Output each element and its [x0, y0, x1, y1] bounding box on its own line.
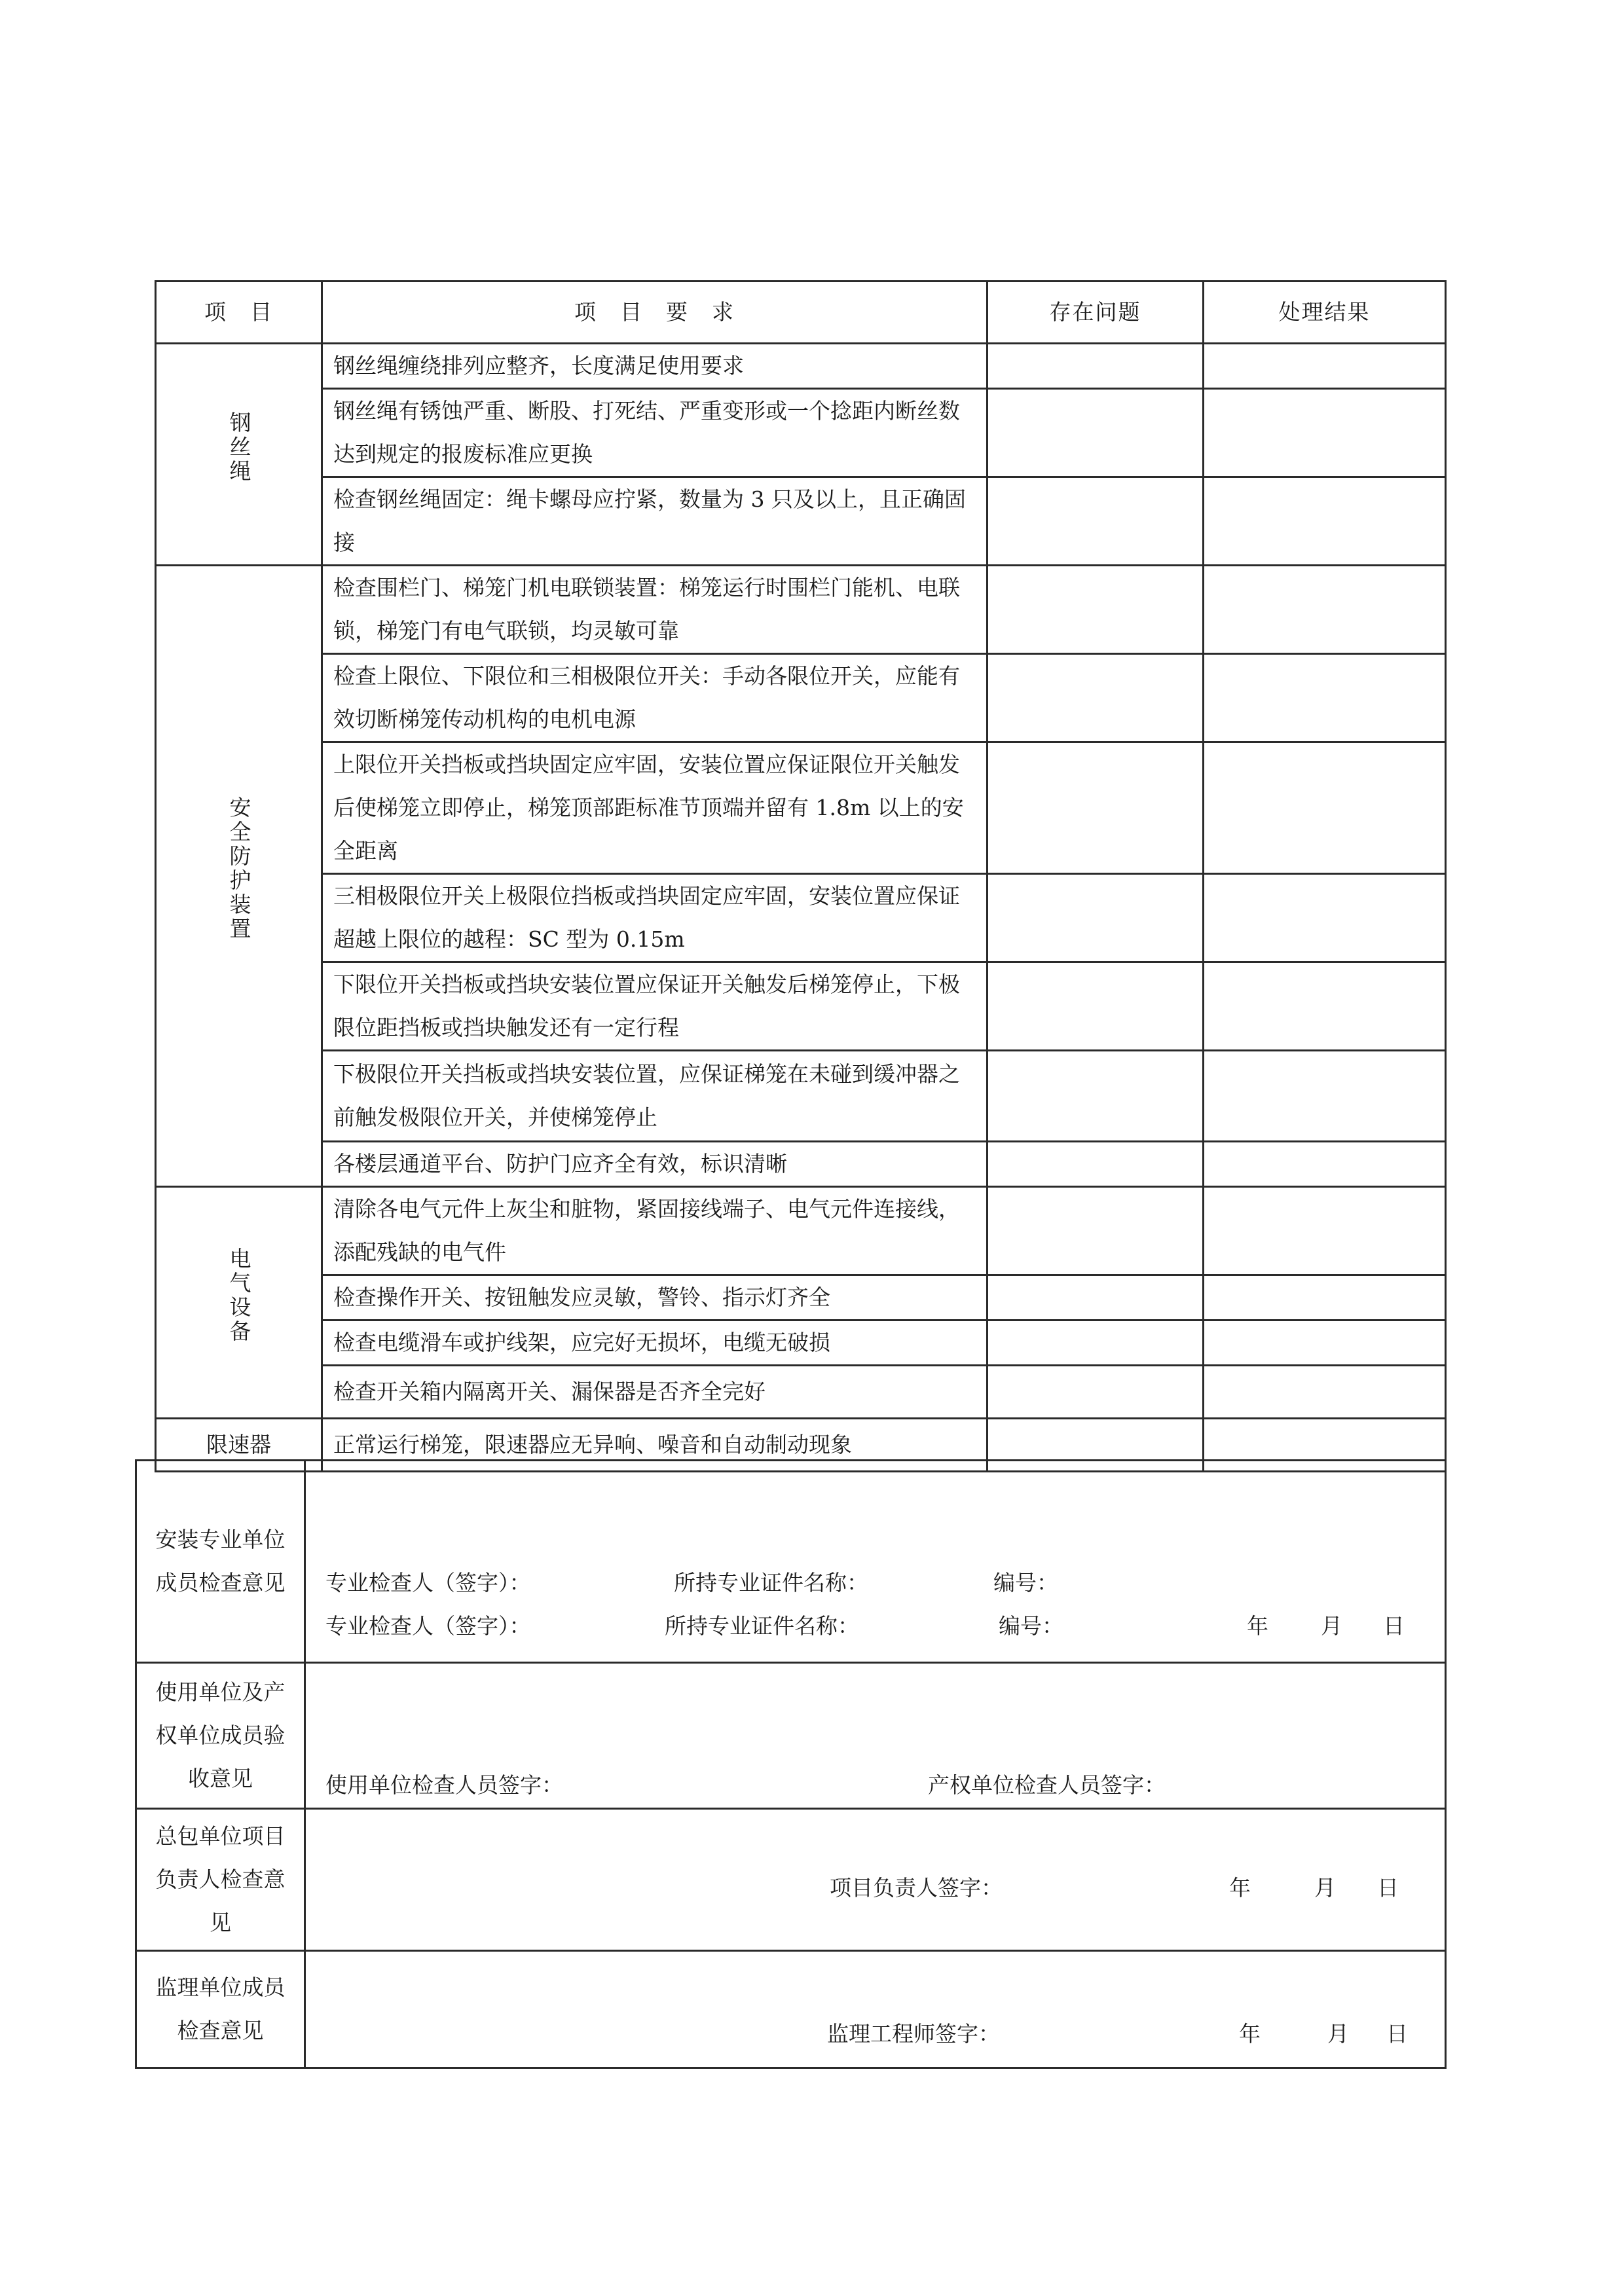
owner-sign-label: 产权单位检查人员签字： [928, 1772, 1166, 1798]
install-opinion-label: 安装专业单位成员检查意见 [136, 1461, 305, 1663]
cert-number-label-2: 编号： [999, 1613, 1063, 1639]
header-issues: 存在问题 [987, 282, 1204, 344]
category-wire-rope: 钢丝绳 [156, 344, 322, 566]
table-row [156, 389, 1446, 477]
table-row [156, 566, 1446, 654]
supervisor-sign-label: 监理工程师签字： [827, 2021, 1000, 2047]
issues-cell[interactable] [987, 389, 1204, 477]
date-month: 月 [1321, 1613, 1342, 1639]
user-opinion-label: 使用单位及产权单位成员验收意见 [136, 1663, 305, 1809]
requirement-cell: 检查开关箱内隔离开关、漏保器是否齐全完好 [322, 1366, 987, 1419]
table-row [156, 1366, 1446, 1419]
requirement-cell: 清除各电气元件上灰尘和脏物，紧固接线端子、电气元件连接线，添配残缺的电气件 [322, 1187, 987, 1275]
category-safety-devices: 安全防护装置 [156, 566, 322, 1187]
issues-cell[interactable] [987, 1275, 1204, 1321]
user-opinion-body[interactable] [305, 1663, 1446, 1809]
table-row [156, 1142, 1446, 1187]
date-year: 年 [1239, 2021, 1261, 2047]
requirement-cell: 检查上限位、下限位和三相极限位开关：手动各限位开关，应能有效切断梯笼传动机构的电机电源 [322, 654, 987, 742]
date-year: 年 [1247, 1613, 1268, 1639]
opinion-table [135, 1459, 1447, 2069]
table-header-row [156, 282, 1446, 344]
result-cell[interactable] [1204, 1321, 1446, 1366]
requirement-cell: 检查电缆滑车或护线架，应完好无损坏，电缆无破损 [322, 1321, 987, 1366]
requirement-cell: 钢丝绳有锈蚀严重、断股、打死结、严重变形或一个捻距内断丝数达到规定的报废标准应更换 [322, 389, 987, 477]
category-speed-limiter: 限速器 [156, 1419, 322, 1472]
requirement-cell: 各楼层通道平台、防护门应齐全有效，标识清晰 [322, 1142, 987, 1187]
result-cell[interactable] [1204, 344, 1446, 389]
requirement-cell: 钢丝绳缠绕排列应整齐，长度满足使用要求 [322, 344, 987, 389]
result-cell[interactable] [1204, 1366, 1446, 1419]
table-row [156, 742, 1446, 874]
date-day: 日 [1386, 2021, 1408, 2047]
issues-cell[interactable] [987, 477, 1204, 566]
table-row [156, 1051, 1446, 1142]
issues-cell[interactable] [987, 962, 1204, 1051]
result-cell[interactable] [1204, 1051, 1446, 1142]
user-sign-label: 使用单位检查人员签字： [325, 1772, 563, 1798]
date-month: 月 [1327, 2021, 1349, 2047]
date-day: 日 [1383, 1613, 1405, 1639]
result-cell[interactable] [1204, 654, 1446, 742]
requirement-cell: 正常运行梯笼，限速器应无异响、噪音和自动制动现象 [322, 1419, 987, 1472]
cert-name-label-2: 所持专业证件名称： [665, 1613, 859, 1639]
date-day: 日 [1377, 1875, 1399, 1901]
header-result: 处理结果 [1204, 282, 1446, 344]
category-electrical: 电气设备 [156, 1187, 322, 1419]
requirement-cell: 三相极限位开关上极限位挡板或挡块固定应牢固，安装位置应保证超越上限位的越程：SC 型为 0.15m [322, 874, 987, 962]
inspector-sign-label-2: 专业检查人（签字）： [325, 1613, 531, 1639]
issues-cell[interactable] [987, 1187, 1204, 1275]
table-row [156, 962, 1446, 1051]
result-cell[interactable] [1204, 1275, 1446, 1321]
result-cell[interactable] [1204, 477, 1446, 566]
inspection-checklist-table [155, 280, 1447, 1472]
table-row [156, 1187, 1446, 1275]
result-cell[interactable] [1204, 1187, 1446, 1275]
table-row [156, 874, 1446, 962]
requirement-cell: 检查钢丝绳固定：绳卡螺母应拧紧，数量为 3 只及以上，且正确固接 [322, 477, 987, 566]
general-opinion-label: 总包单位项目负责人检查意见 [136, 1809, 305, 1951]
result-cell[interactable] [1204, 566, 1446, 654]
issues-cell[interactable] [987, 654, 1204, 742]
issues-cell[interactable] [987, 1321, 1204, 1366]
result-cell[interactable] [1204, 742, 1446, 874]
date-year: 年 [1229, 1875, 1251, 1901]
cert-name-label-1: 所持专业证件名称： [674, 1570, 868, 1595]
issues-cell[interactable] [987, 344, 1204, 389]
requirement-cell: 检查操作开关、按钮触发应灵敏，警铃、指示灯齐全 [322, 1275, 987, 1321]
inspector-sign-label-1: 专业检查人（签字）： [325, 1570, 531, 1595]
supervisor-opinion-row [136, 1951, 1446, 2068]
issues-cell[interactable] [987, 566, 1204, 654]
cert-number-label-1: 编号： [993, 1570, 1058, 1595]
result-cell[interactable] [1204, 389, 1446, 477]
issues-cell[interactable] [987, 1366, 1204, 1419]
requirement-cell: 上限位开关挡板或挡块固定应牢固，安装位置应保证限位开关触发后使梯笼立即停止，梯笼顶部距标准节顶端并留有 1.8m 以上的安全距离 [322, 742, 987, 874]
install-opinion-row [136, 1461, 1446, 1663]
supervisor-opinion-label: 监理单位成员检查意见 [136, 1951, 305, 2068]
issues-cell[interactable] [987, 1142, 1204, 1187]
issues-cell[interactable] [987, 874, 1204, 962]
header-project: 项 目 [156, 282, 322, 344]
result-cell[interactable] [1204, 1142, 1446, 1187]
general-opinion-row [136, 1809, 1446, 1951]
result-cell[interactable] [1204, 962, 1446, 1051]
table-row [156, 344, 1446, 389]
table-row [156, 1321, 1446, 1366]
table-row [156, 477, 1446, 566]
requirement-cell: 检查围栏门、梯笼门机电联锁装置：梯笼运行时围栏门能机、电联锁，梯笼门有电气联锁，均灵敏可靠 [322, 566, 987, 654]
requirement-cell: 下限位开关挡板或挡块安装位置应保证开关触发后梯笼停止，下极限位距挡板或挡块触发还有一定行程 [322, 962, 987, 1051]
table-row [156, 1275, 1446, 1321]
project-manager-sign-label: 项目负责人签字： [830, 1875, 1003, 1901]
user-opinion-row [136, 1663, 1446, 1809]
supervisor-opinion-body[interactable] [305, 1951, 1446, 2068]
header-requirement: 项 目 要 求 [322, 282, 987, 344]
result-cell[interactable] [1204, 874, 1446, 962]
date-month: 月 [1314, 1875, 1336, 1901]
issues-cell[interactable] [987, 742, 1204, 874]
table-row [156, 654, 1446, 742]
issues-cell[interactable] [987, 1051, 1204, 1142]
requirement-cell: 下极限位开关挡板或挡块安装位置，应保证梯笼在未碰到缓冲器之前触发极限位开关，并使梯笼停止 [322, 1051, 987, 1142]
install-opinion-body[interactable] [305, 1461, 1446, 1663]
general-opinion-body[interactable] [305, 1809, 1446, 1951]
